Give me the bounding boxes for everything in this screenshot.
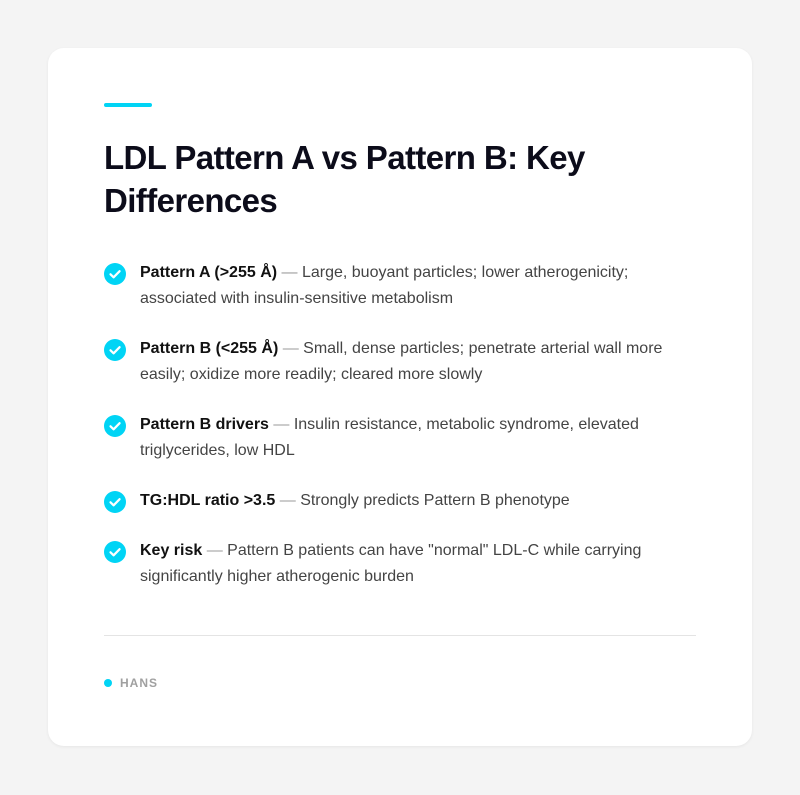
- separator: —: [278, 340, 304, 357]
- list-item: [104, 336, 696, 388]
- separator: —: [268, 416, 294, 433]
- separator: —: [275, 492, 301, 509]
- list-item-description: Insulin resistance, metabolic syndrome, elevated triglycerides, low HDL: [140, 416, 639, 459]
- card-title: LDL Pattern A vs Pattern B: Key Differences: [104, 139, 585, 219]
- list-item-description: Large, buoyant particles; lower atherogenicity; associated with insulin-sensitive metabolism: [140, 264, 629, 307]
- check-circle-icon: [104, 339, 126, 361]
- list-item-text: [140, 538, 696, 590]
- list-item-description: Strongly predicts Pattern B phenotype: [300, 492, 570, 509]
- list-item-label: Pattern B (<255 Å): [140, 340, 279, 357]
- list-item: [104, 412, 696, 464]
- footer: [104, 676, 158, 690]
- list-item-label: TG:HDL ratio >3.5: [140, 492, 276, 509]
- list-item-text: [140, 412, 696, 464]
- list-item-label: Key risk: [140, 542, 203, 559]
- list-item-description: Pattern B patients can have "normal" LDL-C while carrying significantly higher atherogenic burden: [140, 542, 642, 585]
- list-item-label: Pattern B drivers: [140, 416, 269, 433]
- separator: —: [202, 542, 228, 559]
- list-item-label: Pattern A (>255 Å): [140, 264, 278, 281]
- list-item: [104, 260, 696, 312]
- info-card: [48, 48, 752, 746]
- list-item-text: [140, 336, 696, 388]
- check-circle-icon: [104, 415, 126, 437]
- key-differences-list: [104, 260, 696, 614]
- list-item-text: [140, 488, 570, 514]
- divider: [104, 635, 696, 636]
- list-item-text: [140, 260, 696, 312]
- separator: —: [277, 264, 302, 281]
- accent-bar: [104, 103, 152, 107]
- list-item-description: Small, dense particles; penetrate arterial wall more easily; oxidize more readily; cleared more slowly: [140, 340, 663, 383]
- author-label: HANS: [120, 676, 159, 690]
- check-circle-icon: [104, 491, 126, 513]
- list-item: [104, 538, 696, 590]
- check-circle-icon: [104, 541, 126, 563]
- check-circle-icon: [104, 263, 126, 285]
- dot-icon: [104, 679, 112, 687]
- list-item: [104, 488, 696, 514]
